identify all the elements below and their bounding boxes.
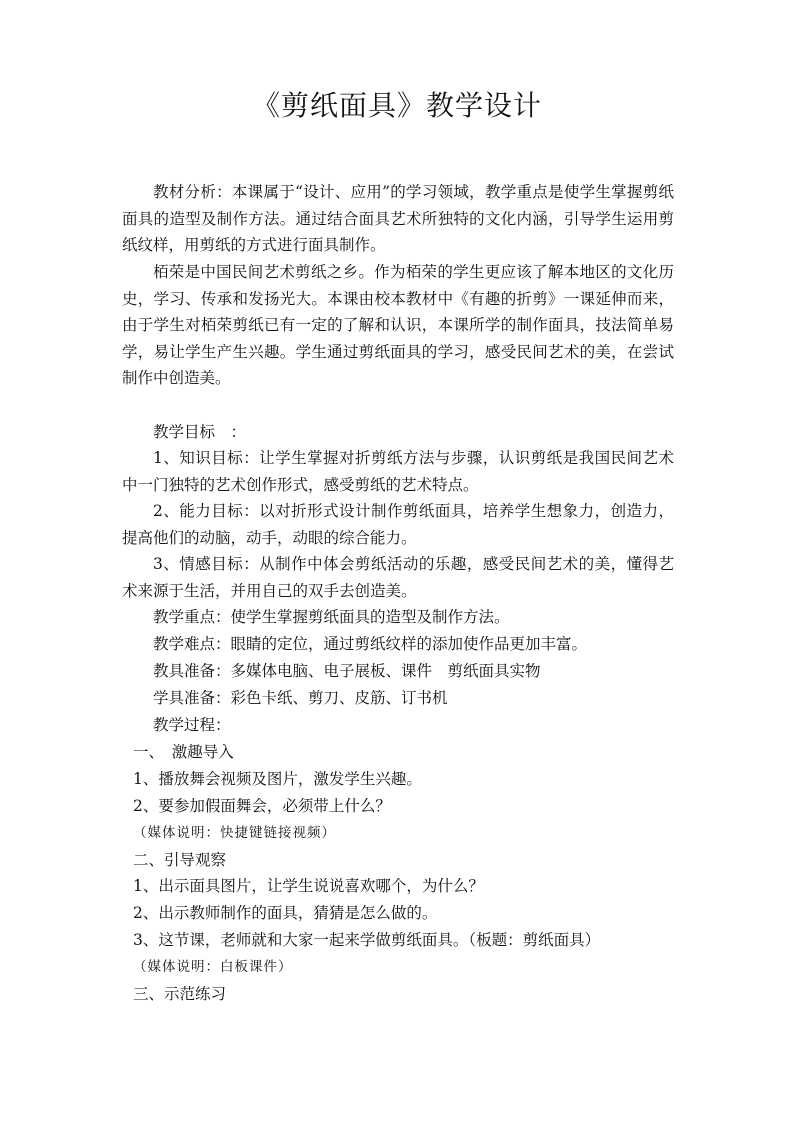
section-3-title: 三、示范练习 bbox=[133, 985, 227, 1003]
student-tools: 学具准备：彩色卡纸、剪刀、皮筋、订书机 bbox=[153, 689, 448, 707]
section-2-item-1: 1、出示面具图片，让学生说说喜欢哪个，为什么？ bbox=[133, 877, 484, 895]
difficulty-point: 教学难点：眼睛的定位，通过剪纸纹样的添加使作品更加丰富。 bbox=[153, 635, 588, 653]
key-point: 教学重点：使学生掌握剪纸面具的造型及制作方法。 bbox=[153, 608, 510, 626]
section-1-item-1: 1、播放舞会视频及图片，激发学生兴趣。 bbox=[133, 770, 422, 788]
goal-emotion: 3、情感目标：从制作中体会剪纸活动的乐趣，感受民间艺术的美，懂得艺术来源于生活，并用自己的双手去创造美。 bbox=[122, 555, 674, 600]
goal-ability: 2、能力目标：以对折形式设计制作剪纸面具，培养学生想象力，创造力，提高他们的动脑，动手，动眼的综合能力。 bbox=[122, 502, 674, 547]
section-2-item-2: 2、出示教师制作的面具，猜猜是怎么做的。 bbox=[133, 904, 438, 922]
section-1-media-note: （媒体说明：快捷键链接视频） bbox=[133, 825, 336, 841]
goals-heading: 教学目标 ： bbox=[153, 423, 247, 441]
section-1-title: 一、 激趣导入 bbox=[133, 743, 234, 761]
section-2-title: 二、引导观察 bbox=[133, 851, 227, 869]
goal-knowledge: 1、知识目标：让学生掌握对折剪纸方法与步骤，认识剪纸是我国民间艺术中一门独特的艺术创作形式，感受剪纸的艺术特点。 bbox=[122, 449, 674, 494]
teacher-tools: 教具准备：多媒体电脑、电子展板、课件 剪纸面具实物 bbox=[153, 662, 541, 680]
material-analysis-paragraph: 教材分析：本课属于“设计、应用”的学习领域，教学重点是使学生掌握剪纸面具的造型及制作方法。通过结合面具艺术所独特的文化内涵，引导学生运用剪纸纹样，用剪纸的方式进行面具制作。 bbox=[122, 183, 674, 254]
page-title: 《剪纸面具》教学设计 bbox=[251, 89, 542, 122]
section-1-item-2: 2、要参加假面舞会，必须带上什么？ bbox=[133, 797, 391, 815]
process-heading: 教学过程： bbox=[153, 716, 231, 734]
section-2-media-note: （媒体说明：白板课件） bbox=[133, 959, 293, 975]
background-paragraph: 栢荣是中国民间艺术剪纸之乡。作为栢荣的学生更应该了解本地区的文化历史，学习、传承和发扬光大。本课由校本教材中《有趣的折剪》一课延伸而来，由于学生对栢荣剪纸已有一定的了解和认识，本课所学的制作面具，技法简单易学，易让学生产生兴趣。学生通过剪纸面具的学习，感受民间艺术的美，在尝试制作中创造美。 bbox=[122, 263, 674, 387]
section-2-item-3: 3、这节课，老师就和大家一起来学做剪纸面具。（板题：剪纸面具） bbox=[133, 931, 601, 949]
